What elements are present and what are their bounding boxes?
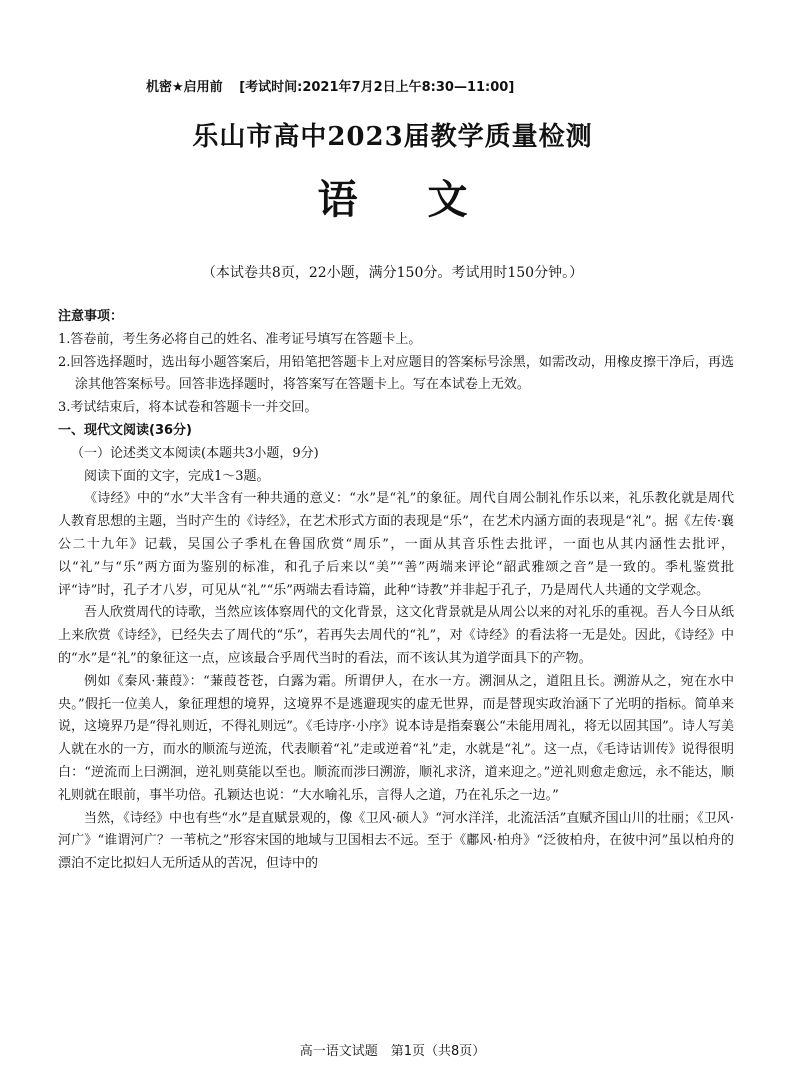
reading-paragraph: 当然，《诗经》中也有些“水”是直赋景观的，像《卫风·硕人》“河水洋洋，北流活活”直赋齐国山川的壮丽；《卫风·河广》“谁谓河广？一苇杭之”形容宋国的地域与卫国相去不远。至于《鄘风·柏舟》“泛彼柏舟，在彼中河”虽以柏舟的漂泊不定比拟妇人无所适从的苦况，但诗中的	[58, 810, 734, 872]
notice-item: 2.回答选择题时，选出每小题答案后，用铅笔把答题卡上对应题目的答案标号涂黑，如需改动，用橡皮擦干净后，再选涂其他答案标号。回答非选择题时，将答案写在答题卡上。写在本试卷上无效。	[58, 354, 734, 393]
reading-paragraph: 《诗经》中的“水”大半含有一种共通的意义：“水”是“礼”的象征。周代自周公制礼作乐以来，礼乐教化就是周代人教育思想的主题，当时产生的《诗经》，在艺术形式方面的表现是“乐”，在艺术内涵方面的表现是“礼”。据《左传·襄公二十九年》记载，吴国公子季札在鲁国欣赏“周乐”，一面从其音乐性去批评，一面也从其内涵性去批评，以“礼”与“乐”两方面为鉴别的标准，和孔子后来以“美”“善”两端来评论“韶武雅颂之音”是一致的。季札鉴赏批评“诗”时，孔子才八岁，可见从“礼”“乐”两端去看诗篇，此种“诗教”并非起于孔子，乃是周代人共通的文学观念。	[58, 491, 734, 598]
notice-item: 3.考试结束后，将本试卷和答题卡一并交回。	[58, 400, 318, 416]
reading-instruction: 阅读下面的文字，完成1～3题。	[84, 468, 270, 484]
section-subheading: （一）论述类文本阅读(本题共3小题，9分)	[71, 445, 319, 461]
page-footer: 高一语文试题 第1页（共8页）	[299, 1044, 486, 1059]
notice-item: 1.答卷前，考生务必将自己的姓名、准考证号填写在答题卡上。	[58, 331, 422, 347]
section-heading: 一、现代文阅读(36分)	[58, 422, 192, 438]
page-title: 乐山市高中2023届教学质量检测	[192, 122, 593, 152]
exam-info: （本试卷共8页，22小题，满分150分。考试用时150分钟。）	[201, 265, 584, 281]
confidential-label: 机密★启用前	[146, 80, 223, 95]
subject-title: 语文	[317, 176, 538, 223]
notice-heading: 注意事项：	[58, 309, 124, 324]
exam-time: [考试时间:2021年7月2日上午8:30—11:00]	[239, 80, 515, 95]
reading-paragraph: 吾人欣赏周代的诗歌，当然应该体察周代的文化背景，这文化背景就是从周公以来的对礼乐的重视。吾人今日从纸上来欣赏《诗经》，已经失去了周代的“乐”，若再失去周代的“礼”，对《诗经》的看法将一无是处。因此，《诗经》中的“水”是“礼”的象征这一点，应该最合乎周代当时的看法，而不该认其为道学面具下的产物。	[58, 605, 735, 666]
reading-paragraph: 例如《秦风·蒹葭》：“蒹葭苍苍，白露为霜。所谓伊人，在水一方。溯洄从之，道阻且长。溯游从之，宛在水中央。”假托一位美人，象征理想的境界，这境界不是逃避现实的虚无世界，而是替现实政治涵下了光明的指标。简单来说，这境界乃是“得礼则近，不得礼则远”。《毛诗序·小序》说本诗是指秦襄公“未能用周礼，将无以固其国”。诗人写美人就在水的一方，而水的顺流与逆流，代表顺着“礼”走或逆着“礼”走，水就是“礼”。这一点，《毛诗诂训传》说得很明白：“逆流而上曰溯洄，逆礼则莫能以至也。顺流而涉曰溯游，顺礼求济，道来迎之。”逆礼则愈走愈远，永不能达，顺礼则就在眼前，事半功倍。孔颖达也说：“大水喻礼乐，言得人之道，乃在礼乐之一边。”	[58, 673, 734, 803]
exam-header	[146, 76, 514, 95]
exam-body	[58, 306, 734, 876]
